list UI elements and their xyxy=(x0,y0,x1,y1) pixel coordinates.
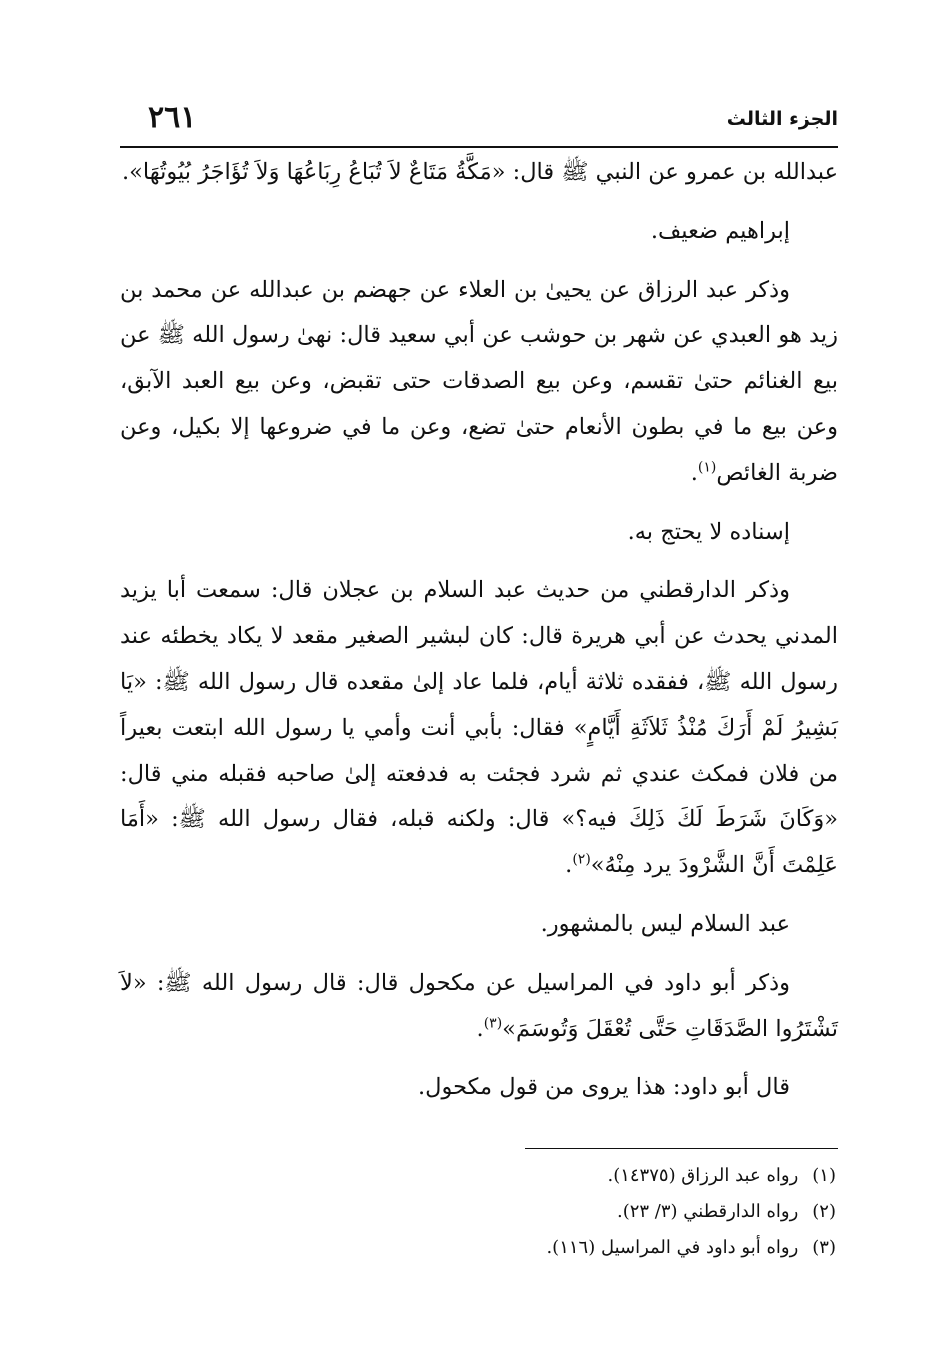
paragraph-text: وذكر أبو داود في المراسيل عن مكحول قال: قال رسول الله ﷺ: «لاَ تَشْتَرُوا الصَّدَقَاتِ حَتَّى تُعْقَلَ وَتُوسَمَ» xyxy=(120,969,838,1042)
paragraph xyxy=(120,510,838,556)
footnote-text: رواه عبد الرزاق (١٤٣٧٥). xyxy=(607,1165,799,1186)
footnote-text: رواه الدارقطني (٣/ ٢٣). xyxy=(616,1201,799,1222)
footnotes xyxy=(120,1158,838,1266)
paragraph-tail: . xyxy=(690,459,698,486)
footnote-ref: (٣) xyxy=(483,1015,503,1032)
paragraph xyxy=(120,150,838,196)
footnote-number: (١) xyxy=(812,1165,836,1186)
paragraph-text: إسناده لا يحتج به. xyxy=(627,518,790,545)
paragraph xyxy=(120,902,838,948)
footnote xyxy=(120,1230,838,1266)
running-head: الجزء الثالث xyxy=(726,108,838,130)
paragraph xyxy=(120,568,838,889)
header-rule xyxy=(120,146,838,148)
footnote-ref: (١) xyxy=(697,459,717,476)
body-text xyxy=(120,150,838,1124)
paragraph-tail: . xyxy=(565,852,573,879)
paragraph xyxy=(120,1065,838,1111)
footnote xyxy=(120,1158,838,1194)
footnote-text: رواه أبو داود في المراسيل (١١٦). xyxy=(546,1237,799,1258)
footnote-number: (٣) xyxy=(812,1237,836,1258)
paragraph xyxy=(120,209,838,255)
paragraph xyxy=(120,268,838,497)
footnote-separator xyxy=(525,1148,838,1149)
paragraph-text: قال أبو داود: هذا يروى من قول مكحول. xyxy=(417,1074,790,1101)
paragraph-text: وذكر عبد الرزاق عن يحيىٰ بن العلاء عن جهضم بن عبدالله عن محمد بن زيد هو العبدي عن شهر بن حوشب عن أبي سعيد قال: نهىٰ رسول الله ﷺ عن بيع الغنائم حتىٰ تقسم، وعن بيع الصدقات حتى تقبض، وعن بيع العبد الآبق، وعن بيع ما في بطون الأنعام حتىٰ تضع، وعن ما في ضروعها إلا بكيل، وعن ضربة الغائص xyxy=(120,276,838,486)
footnote-number: (٢) xyxy=(812,1201,836,1222)
paragraph xyxy=(120,961,838,1053)
footnote xyxy=(120,1194,838,1230)
paragraph-text: إبراهيم ضعيف. xyxy=(650,217,790,244)
footnote-ref: (٢) xyxy=(572,851,591,868)
paragraph-text: عبدالله بن عمرو عن النبي ﷺ قال: «مَكَّةُ مَتَاعٌ لاَ تُبَاعُ رِبَاعُهَا وَلاَ تُؤَاجَرُ بُيُوتُهَا». xyxy=(121,159,838,185)
page-header xyxy=(120,100,838,144)
page-number: ٢٦١ xyxy=(148,100,197,135)
paragraph-tail: . xyxy=(476,1015,484,1042)
paragraph-text: عبد السلام ليس بالمشهور. xyxy=(540,910,790,937)
paragraph-text: وذكر الدارقطني من حديث عبد السلام بن عجلان قال: سمعت أبا يزيد المدني يحدث عن أبي هريرة قال: كان لبشير الصغير مقعد لا يكاد يخطئه عند رسول الله ﷺ، ففقده ثلاثة أيام، فلما عاد إلىٰ مقعده قال رسول الله ﷺ: «يَا بَشِيرُ لَمْ أَرَكَ مُنْذُ ثَلاَثَةِ أَيَّامٍ» فقال: بأبي أنت وأمي يا رسول الله ابتعت بعيراً من فلان فمكث عندي ثم شرد فجئت به فدفعته إلىٰ صاحبه فقبله مني قال: «وَكَانَ شَرَطَ لَكَ ذَلِكَ فيه؟» قال: ولكنه قبله، فقال رسول الله ﷺ: «أَمَا عَلِمْتَ أَنَّ الشَّرْودَ يرد مِنْهُ» xyxy=(120,577,838,879)
